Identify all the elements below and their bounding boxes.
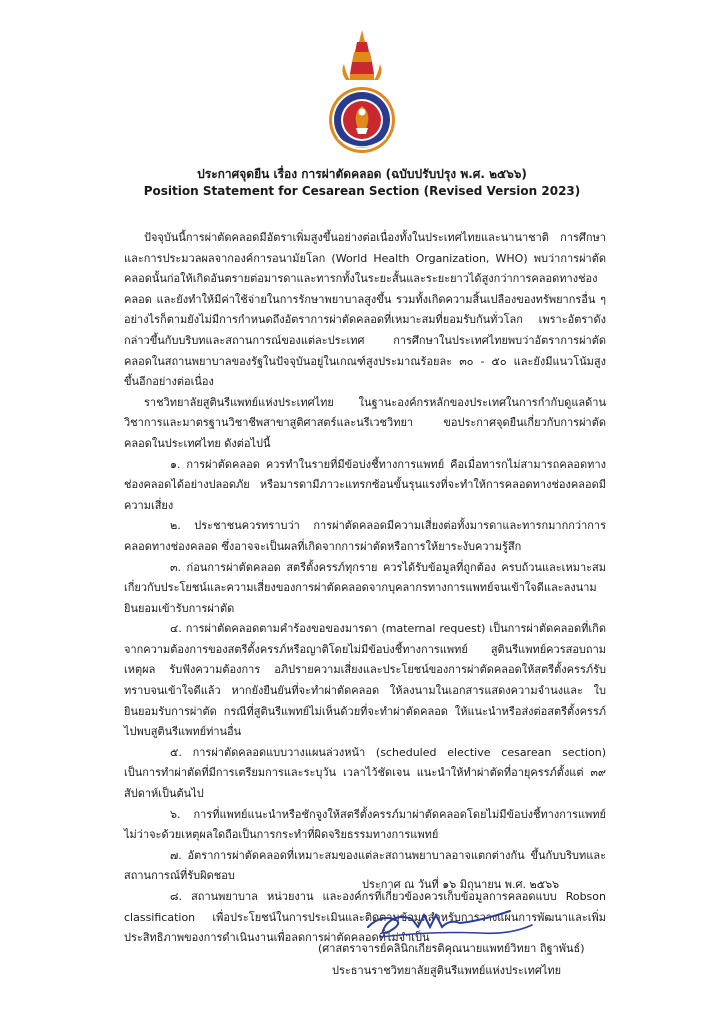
statement-item-3: ๓. ก่อนการผ่าตัดคลอด สตรีตั้งครรภ์ทุกราย ควรได้รับข้อมูลที่ถูกต้อง ครบถ้วนและเหมาะสมเกี่ยวกับประโยชน์และความเสี่ยงของการผ่าตัดคลอดจากบุคลากรทางการแพทย์จนเข้าใจดีและลงนามยินยอมเข้ารับการผ่าตัด bbox=[124, 560, 606, 615]
college-emblem-icon bbox=[326, 28, 398, 156]
statement-title-thai: ประกาศจุดยืน เรื่อง การผ่าตัดคลอด (ฉบับปรับปรุง พ.ศ. ๒๕๖๖) bbox=[197, 167, 527, 181]
statement-item-5: ๕. การผ่าตัดคลอดแบบวางแผนล่วงหน้า (scheduled elective cesarean section) เป็นการทำผ่าตัดที่มีการเตรียมการและระบุวัน เวลาไว้ชัดเจน แนะนำให้ทำผ่าตัดที่อายุครรภ์ตั้งแต่ ๓๙ สัปดาห์เป็นต้นไป bbox=[124, 745, 606, 801]
announcement-date: ประกาศ ณ วันที่ ๑๖ มิถุนายน พ.ศ. ๒๕๖๖ bbox=[362, 878, 560, 891]
statement-title-english: Position Statement for Cesarean Section (Revised Version 2023) bbox=[143, 184, 581, 198]
statement-body bbox=[124, 228, 606, 949]
intro-paragraph: ปัจจุบันนี้การผ่าตัดคลอดมีอัตราเพิ่มสูงขึ้นอย่างต่อเนื่องทั้งในประเทศไทยและนานาชาติ การศึกษาและการประมวลผลจากองค์การอนามัยโลก (World Health Organization, WHO) พบว่าการผ่าตัดคลอดนั้นก่อให้เกิดอันตรายต่อมารดาและทารกทั้งในระยะสั้นและระยะยาวได้สูงกว่าการคลอดทางช่องคลอด และยังทำให้มีค่าใช้จ่ายในการรักษาพยาบาลสูงขึ้น รวมทั้งเกิดความสิ้นเปลืองของทรัพยากรอื่น ๆ อย่างไรก็ตามยังไม่มีการกำหนดถึงอัตราการผ่าตัดคลอดที่เหมาะสมที่ยอมรับกันทั่วโลก เพราะอัตราดังกล่าวขึ้นกับบริบทและสถานการณ์ของแต่ละประเทศ การศึกษาในประเทศไทยพบว่าอัตราการผ่าตัดคลอดในสถานพยาบาลของรัฐในปัจจุบันอยู่ในเกณฑ์สูงประมาณร้อยละ ๓๐ - ๕๐ และยังมีแนวโน้มสูงขึ้นอีกอย่างต่อเนื่อง bbox=[124, 231, 606, 389]
statement-item-6: ๖. การที่แพทย์แนะนำหรือชักจูงให้สตรีตั้งครรภ์มาผ่าตัดคลอดโดยไม่มีข้อบ่งชี้ทางการแพทย์ ไม่ว่าจะด้วยเหตุผลใดถือเป็นการกระทำที่ผิดจริยธรรมทางการแพทย์ bbox=[124, 807, 606, 842]
statement-item-2: ๒. ประชาชนควรทราบว่า การผ่าตัดคลอดมีความเสี่ยงต่อทั้งมารดาและทารกมากกว่าการคลอดทางช่องคลอด ซึ่งอาจจะเป็นผลที่เกิดจากการผ่าตัดหรือการให้ยาระงับความรู้สึก bbox=[124, 519, 606, 553]
signer-name: (ศาสตราจารย์คลินิกเกียรติคุณนายแพทย์วิทยา ถิฐาพันธ์) bbox=[318, 942, 585, 955]
statement-item-7: ๗. อัตราการผ่าตัดคลอดที่เหมาะสมของแต่ละสถานพยาบาลอาจแตกต่างกัน ขึ้นกับบริบทและสถานการณ์ที่รับผิดชอบ bbox=[124, 848, 606, 883]
statement-item-1: ๑. การผ่าตัดคลอด ควรทำในรายที่มีข้อบ่งชี้ทางการแพทย์ คือเมื่อทารกไม่สามารถคลอดทางช่องคลอดได้อย่างปลอดภัย หรือมารดามีภาวะแทรกซ้อนขั้นรุนแรงที่จะทำให้การคลอดทางช่องคลอดมีความเสี่ยง bbox=[124, 457, 606, 512]
statement-item-8: ๘. สถานพยาบาล หน่วยงาน และองค์กรที่เกี่ยวข้องควรเก็บข้อมูลการคลอดแบบ Robson classification เพื่อประโยชน์ในการประเมินและติดตามข้อมูลสำหรับการวางแผนการพัฒนาและเพิ่มประสิทธิภาพของการดำเนินงานเพื่อลดการผ่าตัดคลอดที่ไม่จำเป็น bbox=[124, 890, 606, 945]
statement-item-4: ๔. การผ่าตัดคลอดตามคำร้องขอของมารดา (maternal request) เป็นการผ่าตัดคลอดที่เกิดจากความต้องการของสตรีตั้งครรภ์หรือญาติโดยไม่มีข้อบ่งชี้ทางการแพทย์ สูตินรีแพทย์ควรสอบถามเหตุผล รับฟังความต้องการ อภิปรายความเสี่ยงและประโยชน์ของการผ่าตัดคลอดให้สตรีตั้งครรภ์รับทราบจนเข้าใจดีแล้ว หากยังยืนยันที่จะทำผ่าตัดคลอด ให้ลงนามในเอกสารแสดงความจำนงและ ใบยินยอมรับการผ่าตัด กรณีที่สูตินรีแพทย์ไม่เห็นด้วยที่จะทำผ่าตัดคลอด ให้แนะนำหรือส่งต่อสตรีตั้งครรภ์ไปพบสูตินรีแพทย์ท่านอื่น bbox=[124, 622, 606, 739]
signer-position: ประธานราชวิทยาลัยสูตินรีแพทย์แห่งประเทศไทย bbox=[332, 964, 562, 977]
preamble-paragraph: ราชวิทยาลัยสูตินรีแพทย์แห่งประเทศไทย ในฐานะองค์กรหลักของประเทศในการกำกับดูแลด้านวิชาการและมาตรฐานวิชาชีพสาขาสูติศาสตร์และนรีเวชวิทยา ขอประกาศจุดยืนเกี่ยวกับการผ่าตัดคลอดในประเทศไทย ดังต่อไปนี้ bbox=[124, 395, 606, 450]
